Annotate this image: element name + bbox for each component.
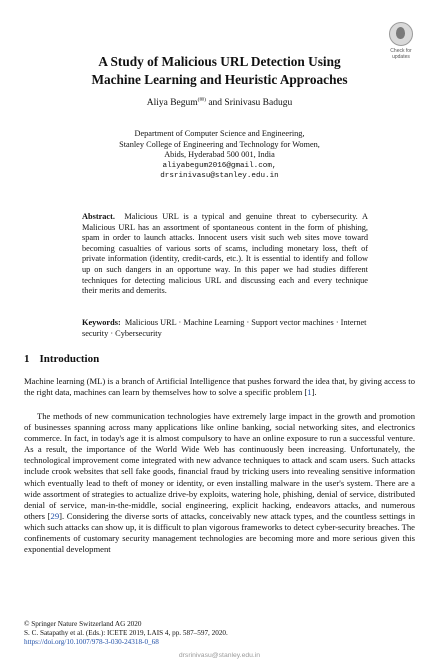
badge-line2: updates [392,54,410,60]
doi-link[interactable]: https://doi.org/10.1007/978-3-030-24318-0_68 [24,638,159,646]
citation-link[interactable]: 29 [50,510,60,521]
email-link[interactable]: aliyabegum2016@gmail.com, [162,161,277,170]
title-line1: A Study of Malicious URL Detection Using [98,54,341,69]
affiliation-line: Abids, Hyderabad 500 001, India [164,150,275,159]
affiliation-line: Department of Computer Science and Engineering, [134,129,305,138]
watermark: drsrinivasu@stanley.edu.in [178,652,261,659]
abstract [82,212,368,297]
section-heading [24,353,99,366]
corresponding-author-mark: (✉) [197,97,206,103]
affiliation [40,129,399,182]
keywords-text: Malicious URL · Machine Learning · Support vector machines · Internet security · Cybersecurity [82,318,367,338]
paper-title [40,53,399,89]
email-link[interactable]: drsrinivasu@stanley.edu.in [160,172,279,180]
bookmark-icon [389,22,413,46]
abstract-label: Abstract. [82,212,115,221]
publication-footer [24,620,228,647]
author-separator: and [205,98,225,109]
title-line2: Machine Learning and Heuristic Approaches [91,72,348,87]
body-paragraph: Machine learning (ML) is a branch of Artificial Intelligence that pushes forward the idea that, by giving access to the right data, machines can learn by themselves how to solve a specific problem [1]. [24,376,415,398]
section-title: Introduction [39,353,100,365]
citation-link[interactable]: 1 [307,387,312,398]
author-name: Aliya Begum [146,98,198,109]
affiliation-line: Stanley College of Engineering and Technology for Women, [119,139,320,149]
section-number: 1 [24,353,30,365]
abstract-text: Malicious URL is a typical and genuine threat to cybersecurity. A Malicious URL has an assortment of spontaneous content in the form of phishing, spam in order to launch attacks. Innocent users visit such web sites move toward becoming casualties of various sorts of scams, including monetary loss, theft of private information (identity, credit-cards, etc.). It is essential to identify and follow up on such dangers in an opportune way. In this paper we had studies different techniques for detecting malicious URL and discussing each and every technique their merits and demerits. [82,212,368,296]
copyright-line: © Springer Nature Switzerland AG 2020 [24,620,142,628]
keywords [82,318,368,339]
body-paragraph: The methods of new communication technologies have extremely large impact in the growth and promotion of businesses spanning across many applications like online banking, social networking sites, and electronics commerce. In fact, in today's age it is almost compulsory to have an online exposure to run a successful venture. As a result, the importance of the World Wide Web has continuously been increasing. Unfortunately, the technological improvement come integrated with new advance techniques to attack and scam users. Such attacks include crook websites that sell fake goods, financial fraud by tricking users into revealing sensitive information which eventually lead to theft of money or identity, or even installing malware in the user's system. There are a wide assortment of strategies to actualize drive-by exploits, watering hole, phishing, denial of service, distributed denial of service, man-in-the-middle, social engineering, explicit hacking, endeavors attacks, and numerous others [29]. Considering the diverse sorts of attacks, conceivably new attack types, and the countless settings in which such attacks can show up, it is difficult to plan vigorous frameworks to detect cyber-security breaches. The confinements of customary security management technologies are becoming more and more serious given this exponential development [24,411,416,555]
author-name: Srinivasu Badugu [224,98,293,109]
author-list [40,94,399,109]
keywords-label: Keywords: [82,318,121,327]
citation-line: S. C. Satapathy et al. (Eds.): ICETE 2019, LAIS 4, pp. 587–597, 2020. [24,629,228,637]
badge-line1: Check for [390,48,412,54]
